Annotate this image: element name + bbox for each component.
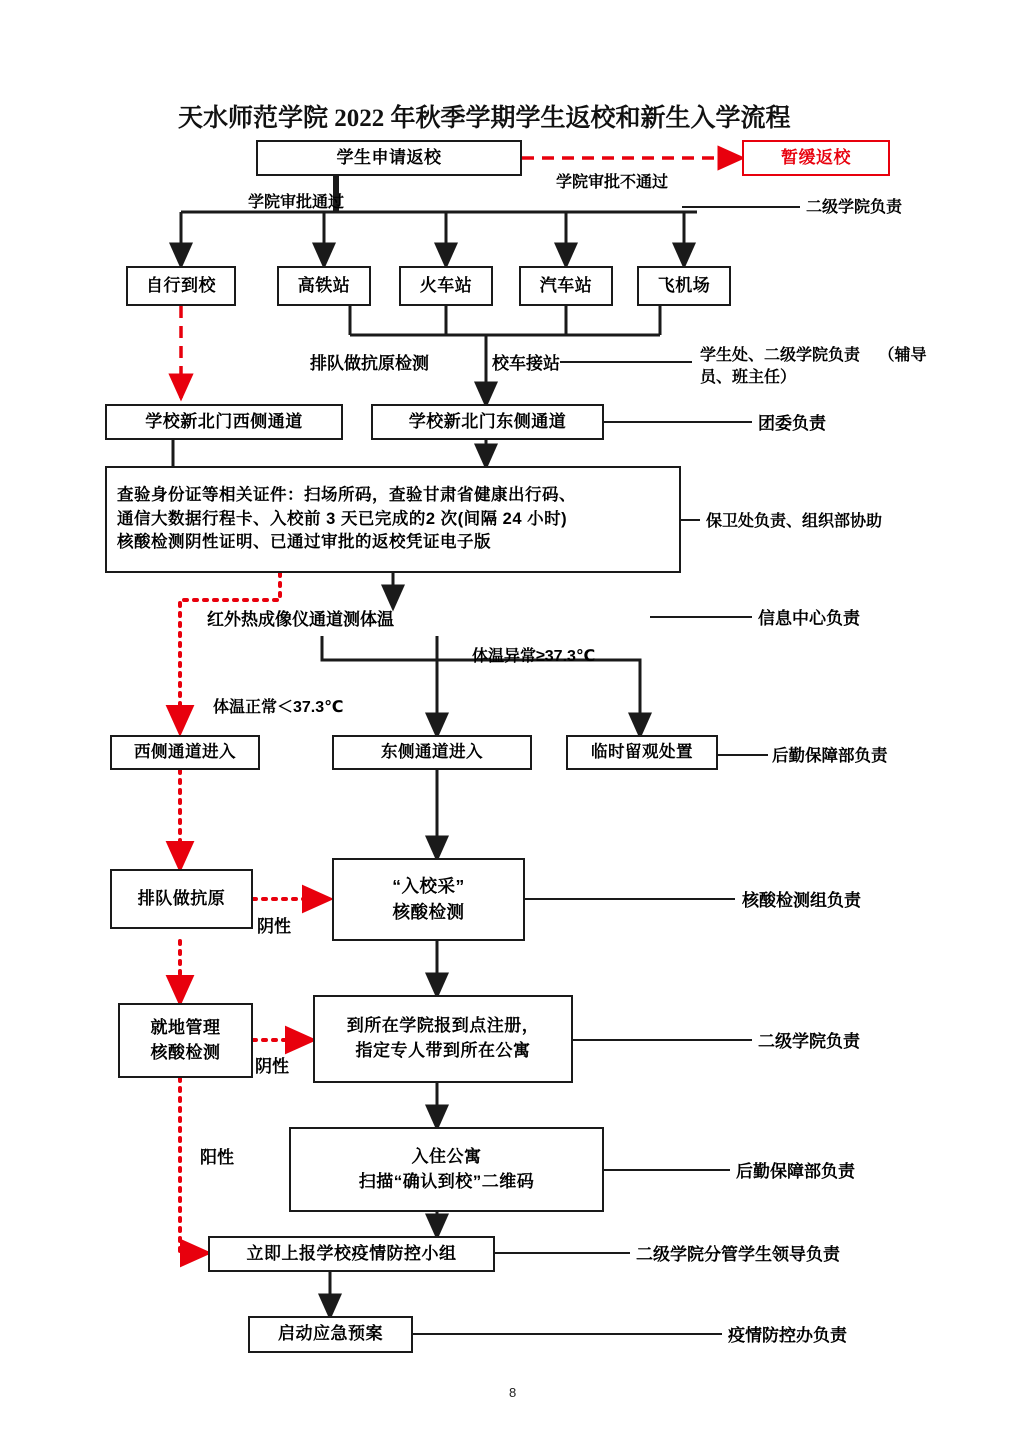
edge-label-positive: 阳性 [200,1148,234,1167]
node-bus-station[interactable]: 汽车站 [519,266,613,306]
edge-label-shuttle: 校车接站 [492,354,560,373]
responsibility-logistics-1: 后勤保障部负责 [772,747,888,765]
node-emergency-plan[interactable]: 启动应急预案 [248,1316,413,1353]
edge-label-approved: 学院审批通过 [248,194,345,211]
responsibility-security: 保卫处负责、组织部协助 [706,513,883,530]
responsibility-youth-league: 团委负责 [758,414,826,433]
node-west-gate-channel[interactable]: 学校新北门西侧通道 [105,404,343,440]
node-report-epidemic-group[interactable]: 立即上报学校疫情防控小组 [208,1236,495,1272]
edge-label-antigen-queue: 排队做抗原检测 [310,354,429,373]
edge-label-not-approved: 学院审批不通过 [556,174,669,191]
page-title: 天水师范学院 2022 年秋季学期学生返校和新生入学流程 [178,105,791,132]
edge-label-temp-normal: 体温正常＜37.3℃ [213,699,344,716]
node-check-documents[interactable]: 查验身份证等相关证件：扫场所码，查验甘肃省健康出行码、 通信大数据行程卡、入校前 3 天已完成的2 次(间隔 24 小时) 核酸检测阴性证明、已通过审批的返校凭证电子版 [105,466,681,573]
node-east-gate-channel[interactable]: 学校新北门东侧通道 [371,404,604,440]
edge-label-temp-abnormal: 体温异常≥37.3℃ [472,648,596,665]
node-queue-antigen[interactable]: 排队做抗原 [110,869,253,929]
responsibility-college: 二级学院负责 [806,199,903,216]
responsibility-logistics-2: 后勤保障部负责 [736,1162,855,1181]
node-train-station[interactable]: 火车站 [399,266,493,306]
page-number: 8 [509,1385,517,1400]
node-east-channel-enter[interactable]: 东侧通道进入 [332,735,532,770]
responsibility-epidemic-office: 疫情防控办负责 [728,1326,847,1345]
node-campus-pcr[interactable]: “入校采” 核酸检测 [332,858,525,941]
node-airport[interactable]: 飞机场 [637,266,731,306]
node-onsite-management[interactable]: 就地管理 核酸检测 [118,1003,253,1078]
edge-label-infrared: 红外热成像仪通道测体温 [207,610,394,629]
edge-label-negative-1: 阴性 [257,917,291,936]
node-hsr-station[interactable]: 高铁站 [277,266,371,306]
node-temporary-observation[interactable]: 临时留观处置 [566,735,718,770]
edge-label-negative-2: 阴性 [255,1057,289,1076]
responsibility-college-2: 二级学院负责 [758,1032,860,1051]
node-west-channel-enter[interactable]: 西侧通道进入 [110,735,260,770]
responsibility-student-affairs: 学生处、二级学院负责 （辅导员、班主任） [700,347,927,387]
node-apply-return[interactable]: 学生申请返校 [256,140,522,176]
node-postpone-return[interactable]: 暂缓返校 [742,140,890,176]
responsibility-pcr-group: 核酸检测组负责 [742,891,861,910]
node-register-at-college[interactable]: 到所在学院报到点注册， 指定专人带到所在公寓 [313,995,573,1083]
responsibility-info-center: 信息中心负责 [758,609,860,628]
responsibility-college-leader: 二级学院分管学生领导负责 [636,1245,840,1264]
node-move-into-dorm[interactable]: 入住公寓 扫描“确认到校”二维码 [289,1127,604,1212]
node-self-arrive[interactable]: 自行到校 [126,266,236,306]
